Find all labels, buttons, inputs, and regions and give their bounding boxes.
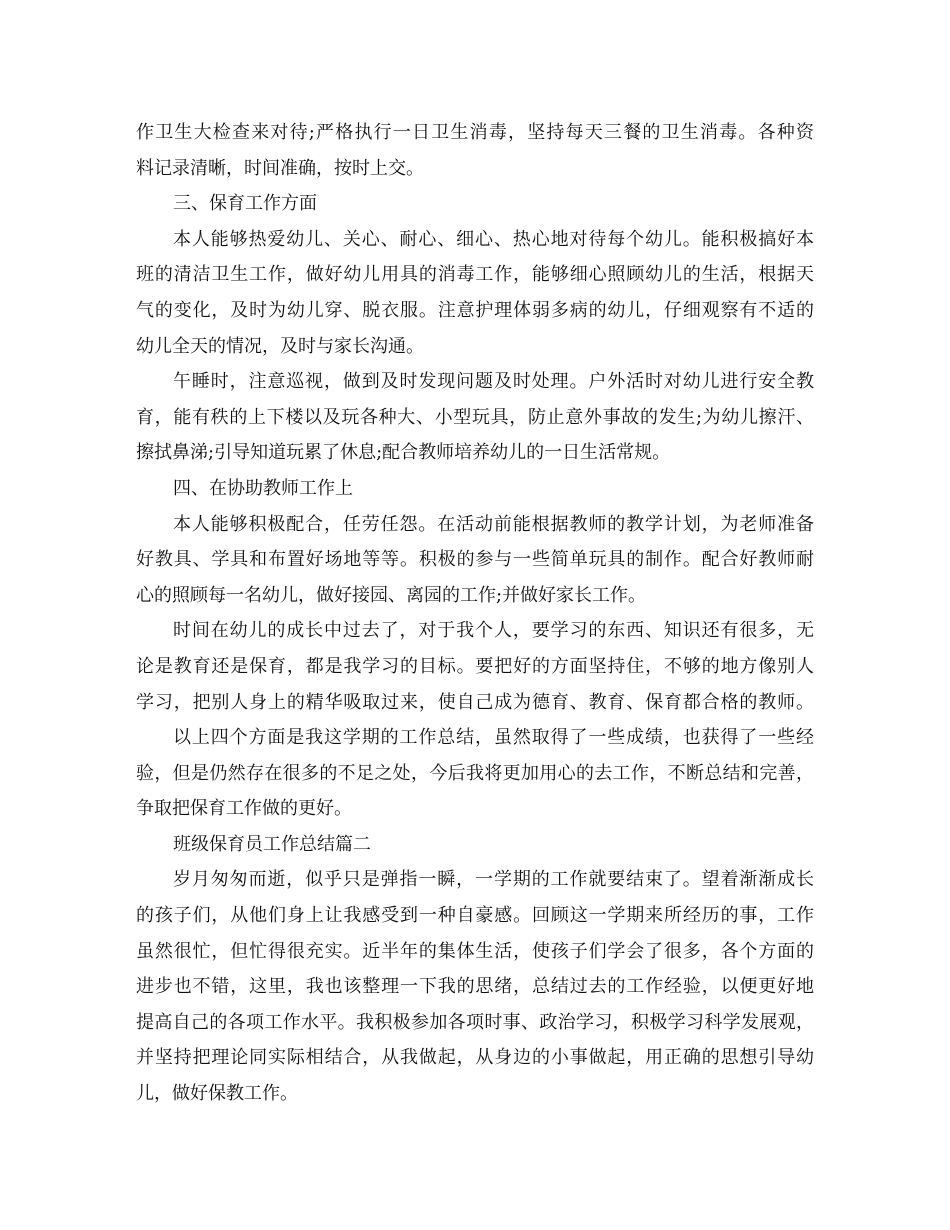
- text-line: 本人能够热爱幼儿、关心、耐心、细心、热心地对待每个幼儿。能积极搞好本: [173, 228, 814, 250]
- text-line: 四、在协助教师工作上: [173, 477, 353, 499]
- text-line: 心的照顾每一名幼儿，做好接园、离园的工作;并做好家长工作。: [136, 584, 647, 606]
- text-line: 作卫生大检查来对待;严格执行一日卫生消毒，坚持每天三餐的卫生消毒。各种资: [136, 122, 814, 143]
- document-body: [136, 115, 814, 1112]
- text-line: 午睡时，注意巡视，做到及时发现问题及时处理。户外活时对幼儿进行安全教: [173, 371, 814, 393]
- text-line: 提高自己的各项工作水平。我积极参加各项时事、政治学习，积极学习科学发展观，: [136, 1011, 814, 1033]
- text-line: 料记录清晰，时间准确，按时上交。: [136, 157, 424, 179]
- text-line: 擦拭鼻涕;引导知道玩累了休息;配合教师培养幼儿的一日生活常规。: [136, 442, 671, 464]
- text-line: 的孩子们，从他们身上让我感受到一种自豪感。回顾这一学期来所经历的事，工作: [136, 905, 814, 927]
- text-line: 验，但是仍然存在很多的不足之处，今后我将更加用心的去工作，不断总结和完善，: [136, 762, 814, 784]
- text-line: 虽然很忙，但忙得很充实。近半年的集体生活，使孩子们学会了很多，各个方面的: [136, 940, 814, 962]
- text-line: 班级保育员工作总结篇二: [173, 833, 371, 855]
- text-line: 进步也不错，这里，我也该整理一下我的思绪，总结过去的工作经验，以便更好地: [136, 976, 814, 998]
- text-line: 育，能有秩的上下楼以及玩各种大、小型玩具，防止意外事故的发生;为幼儿擦汗、: [136, 406, 814, 428]
- text-line: 时间在幼儿的成长中过去了，对于我个人，要学习的东西、知识还有很多，无: [173, 620, 814, 642]
- text-line: 岁月匆匆而逝，似乎只是弹指一瞬，一学期的工作就要结束了。望着渐渐成长: [173, 869, 814, 891]
- text-line: 论是教育还是保育，都是我学习的目标。要把好的方面坚持住，不够的地方像别人: [136, 655, 814, 677]
- text-line: 三、保育工作方面: [173, 193, 317, 215]
- text-line: 以上四个方面是我这学期的工作总结，虽然取得了一些成绩，也获得了一些经: [173, 727, 814, 749]
- text-line: 幼儿全天的情况，及时与家长沟通。: [136, 335, 424, 357]
- text-line: 班的清洁卫生工作，做好幼儿用具的消毒工作，能够细心照顾幼儿的生活，根据天: [136, 264, 814, 286]
- text-line: 学习，把别人身上的精华吸取过来，使自己成为德育、教育、保育都合格的教师。: [136, 691, 814, 713]
- text-line: 好教具、学具和布置好场地等等。积极的参与一些简单玩具的制作。配合好教师耐: [136, 549, 814, 571]
- text-line: 并坚持把理论同实际相结合，从我做起，从身边的小事做起，用正确的思想引导幼: [136, 1047, 814, 1069]
- text-line: 气的变化，及时为幼儿穿、脱衣服。注意护理体弱多病的幼儿，仔细观察有不适的: [136, 299, 814, 321]
- text-line: 儿，做好保教工作。: [136, 1083, 298, 1105]
- text-line: 本人能够积极配合，任劳任怨。在活动前能根据教师的教学计划，为老师准备: [173, 513, 814, 535]
- text-line: 争取把保育工作做的更好。: [136, 798, 352, 820]
